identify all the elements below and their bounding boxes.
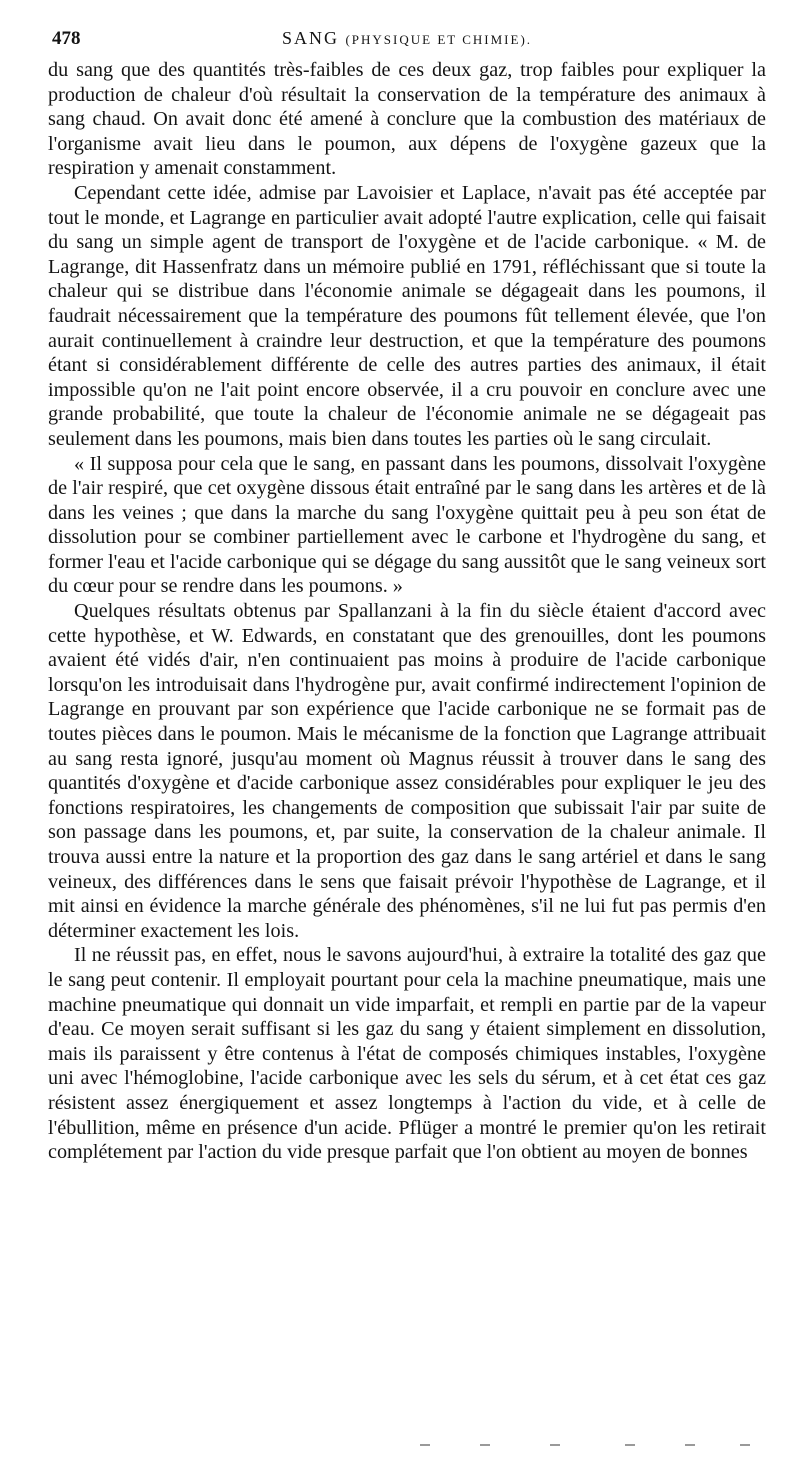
paragraph-2: Cependant cette idée, admise par Lavoisier et Laplace, n'avait pas été acceptée par tout le monde, et Lagrange en particulier avait adopté l'autre explication, celle qui faisait du sang un simple agent de transport de l'oxygène et de l'acide carbonique. « M. de Lagrange, dit Hassenfratz dans un mémoire publié en 1791, réfléchissant que si toute la chaleur qui se distribue dans l'économie animale se dégageait dans les poumons, il faudrait nécessairement que la température des poumons fût tellement élevée, que l'on aurait continuellement à craindre leur destruction, et que la température des poumons étant si considérablement différente de celle des autres parties des animaux, il était impossible qu'on ne l'ait point encore observée, il a cru pouvoir en conclure avec une grande probabilité, que toute la chaleur de l'économie animale ne se dégageait pas seulement dans les poumons, mais bien dans toutes les parties où le sang circulait.: [48, 181, 766, 450]
running-title: [48, 28, 766, 49]
running-header: [48, 28, 766, 58]
body-text: [48, 58, 766, 1165]
paragraph-3: « Il supposa pour cela que le sang, en passant dans les poumons, dissolvait l'oxygène de l'air respiré, que cet oxygène dissous était entraîné par le sang dans les artères et de là dans les veines ; que dans la marche du sang l'oxygène quittait peu à peu son état de dissolution pour se combiner partiellement avec le carbone et l'hydrogène du sang, et former l'eau et l'acide carbonique qui se dégage du sang aussitôt que le sang veineux sort du cœur pour se rendre dans les poumons. »: [48, 452, 766, 598]
running-title-subtitle: (PHYSIQUE ET CHIMIE).: [345, 32, 533, 47]
bottom-scan-marks: [420, 1444, 760, 1450]
paragraph-4: Quelques résultats obtenus par Spallanzani à la fin du siècle étaient d'accord avec cette hypothèse, et W. Edwards, en constatant que des grenouilles, dont les poumons avaient été vidés d'air, n'en continuaient pas moins à produire de l'acide carbonique lorsqu'on les introduisait dans l'hydrogène pur, avait confirmé indirectement l'opinion de Lagrange en prouvant par son expérience que l'acide carbonique ne se formait pas de toutes pièces dans le poumon. Mais le mécanisme de la fonction que Lagrange attribuait au sang resta ignoré, jusqu'au moment où Magnus réussit à trouver dans le sang des quantités d'oxygène et d'acide carbonique assez considérables pour expliquer le jeu des fonctions respiratoires, les changements de composition que subissait l'air par suite de son passage dans les poumons, et, par suite, la conservation de la chaleur animale. Il trouva aussi entre la nature et la proportion des gaz dans le sang artériel et dans le sang veineux, des différences dans le sens que faisait prévoir l'hypothèse de Lagrange, et il mit ainsi en évidence la marche générale des phénomènes, s'il ne lui fut pas permis d'en déterminer exactement les lois.: [48, 600, 766, 942]
page-number: 478: [52, 28, 81, 49]
running-title-main: SANG: [281, 28, 339, 48]
paragraph-1: du sang que des quantités très-faibles de ces deux gaz, trop faibles pour expliquer la production de chaleur d'où résultait la conservation de la température des animaux à sang chaud. On avait donc été amené à conclure que la combustion des matériaux de l'organisme avait lieu dans le poumon, aux dépens de l'oxygène gazeux que la respiration y amenait constamment.: [48, 59, 766, 180]
book-page: [48, 28, 766, 1165]
paragraph-5: Il ne réussit pas, en effet, nous le savons aujourd'hui, à extraire la totalité des gaz que le sang peut contenir. Il employait pourtant pour cela la machine pneumatique, mais une machine pneumatique qui donnait un vide imparfait, et rempli en partie par de la vapeur d'eau. Ce moyen serait suffisant si les gaz du sang y étaient simplement en dissolution, mais ils paraissent y être contenus à l'état de composés chimiques instables, l'oxygène uni avec l'hémoglobine, l'acide carbonique avec les sels du sérum, et à cet état ces gaz résistent assez énergiquement et assez longtemps à l'action du vide, et à celle de l'ébullition, même en présence d'un acide. Pflüger a montré le premier qu'on les retirait complétement par l'action du vide presque parfait que l'on obtient au moyen de bonnes: [48, 944, 766, 1164]
